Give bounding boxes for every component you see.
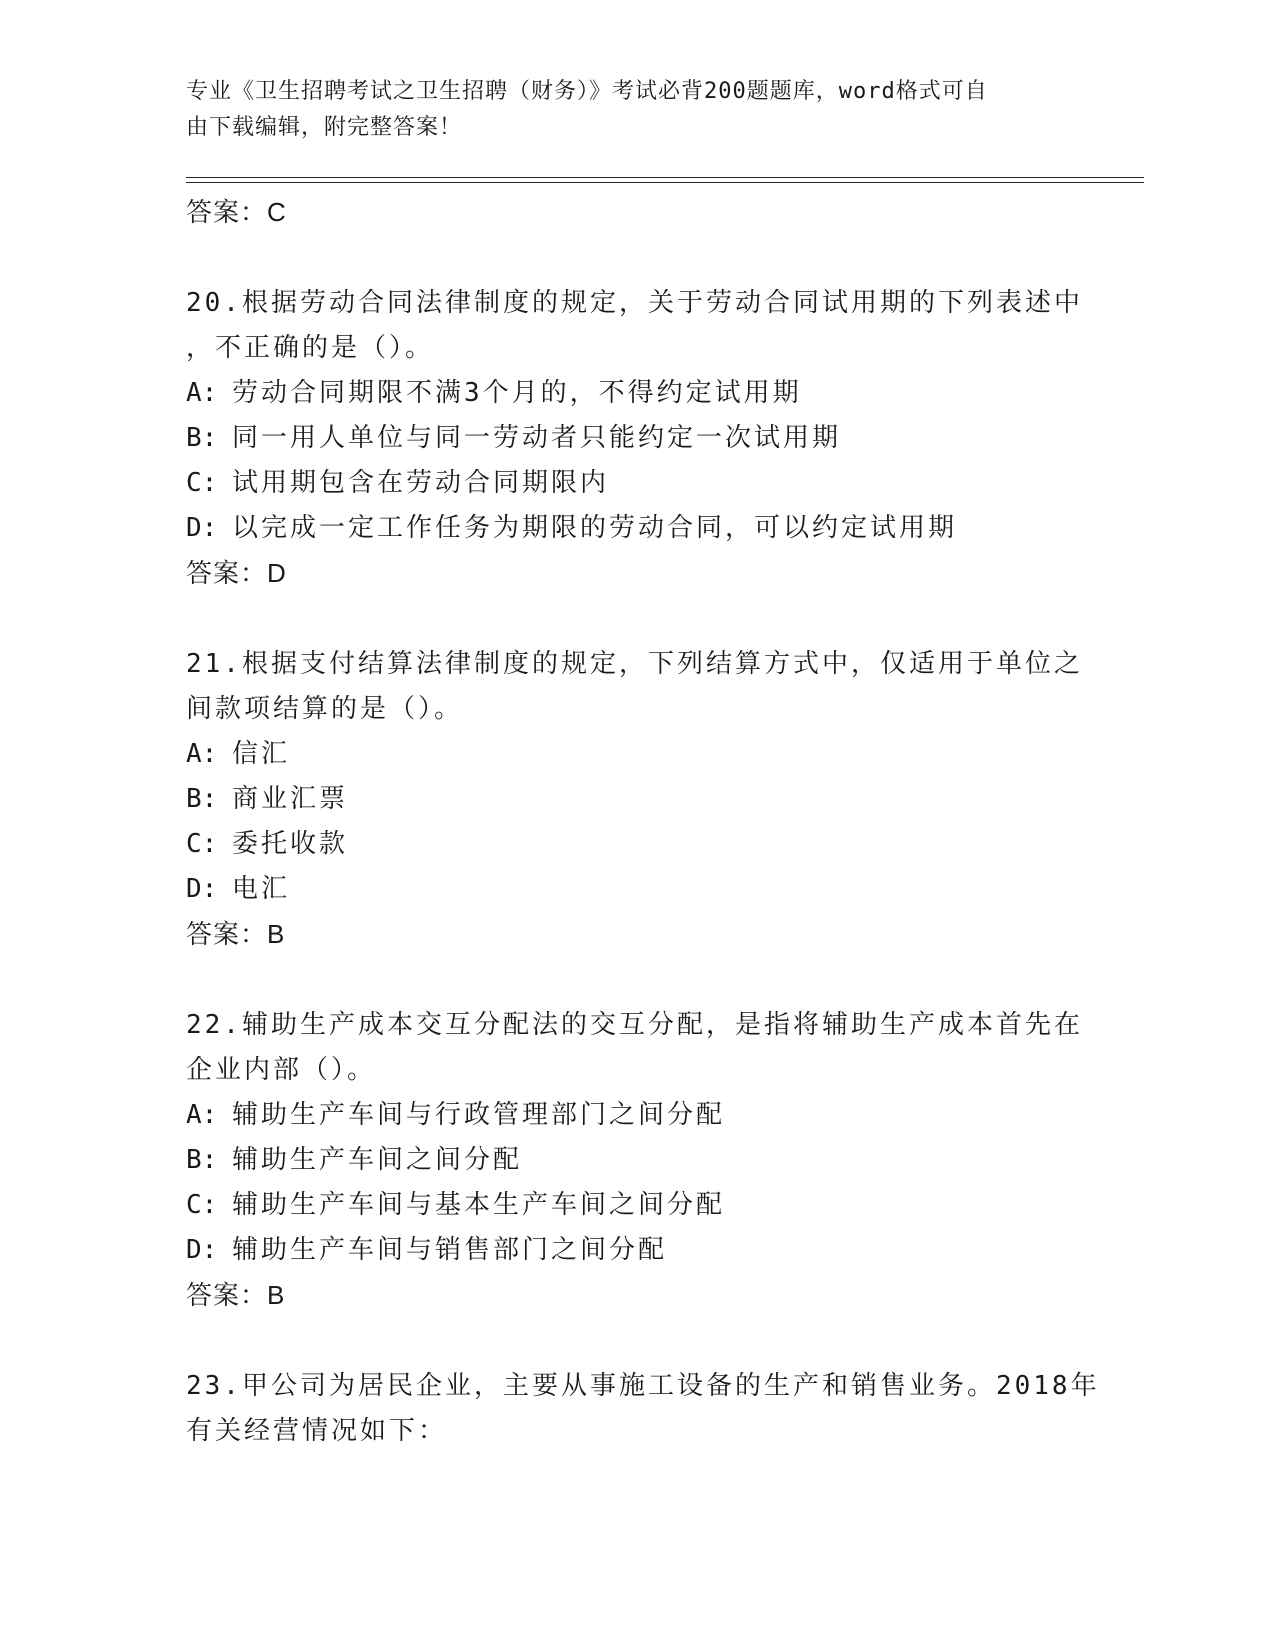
header-divider-bottom bbox=[186, 182, 1144, 183]
option-text: 委托收款 bbox=[232, 829, 349, 859]
question-content bbox=[186, 190, 1100, 1454]
question-block bbox=[186, 1003, 1086, 1318]
option-text: 信汇 bbox=[232, 739, 291, 769]
document-header bbox=[186, 74, 1066, 146]
option-text: 辅助生产车间与基本生产车间之间分配 bbox=[232, 1190, 726, 1220]
spacer bbox=[186, 235, 1086, 281]
option-letter: D: bbox=[186, 874, 218, 904]
option-letter: A: bbox=[186, 739, 218, 769]
option-text: 辅助生产车间与销售部门之间分配 bbox=[232, 1235, 668, 1265]
question-stem: ，不正确的是（）。 bbox=[186, 333, 435, 363]
question-block bbox=[186, 1364, 1100, 1454]
option-letter: C: bbox=[186, 829, 218, 859]
option-text: 试用期包含在劳动合同期限内 bbox=[232, 468, 610, 498]
option-d bbox=[186, 867, 1086, 912]
spacer bbox=[186, 1318, 1086, 1364]
option-d bbox=[186, 1228, 1086, 1273]
option-c bbox=[186, 822, 1086, 867]
question-stem: 有关经营情况如下： bbox=[186, 1416, 448, 1446]
option-letter: B: bbox=[186, 784, 218, 814]
option-text: 同一用人单位与同一劳动者只能约定一次试用期 bbox=[232, 423, 842, 453]
option-text: 电汇 bbox=[232, 874, 291, 904]
option-b bbox=[186, 777, 1086, 822]
option-a bbox=[186, 1093, 1086, 1138]
option-letter: B: bbox=[186, 423, 218, 453]
option-b bbox=[186, 416, 1086, 461]
option-text: 辅助生产车间与行政管理部门之间分配 bbox=[232, 1100, 726, 1130]
option-d bbox=[186, 506, 1086, 551]
question-stem: 22.辅助生产成本交互分配法的交互分配，是指将辅助生产成本首先在 bbox=[186, 1010, 1083, 1040]
question-stem: 21.根据支付结算法律制度的规定，下列结算方式中，仅适用于单位之 bbox=[186, 649, 1083, 679]
option-c bbox=[186, 461, 1086, 506]
question-stem: 间款项结算的是（）。 bbox=[186, 694, 464, 724]
option-letter: B: bbox=[186, 1145, 218, 1175]
question-stem: 23.甲公司为居民企业，主要从事施工设备的生产和销售业务。2018年 bbox=[186, 1371, 1100, 1401]
question-block bbox=[186, 642, 1086, 957]
option-text: 劳动合同期限不满3个月的，不得约定试用期 bbox=[232, 378, 802, 408]
option-text: 以完成一定工作任务为期限的劳动合同，可以约定试用期 bbox=[232, 513, 958, 543]
option-a bbox=[186, 371, 1086, 416]
option-letter: C: bbox=[186, 468, 218, 498]
answer-line: 答案：D bbox=[186, 558, 287, 588]
option-letter: A: bbox=[186, 378, 218, 408]
option-text: 辅助生产车间之间分配 bbox=[232, 1145, 523, 1175]
option-letter: A: bbox=[186, 1100, 218, 1130]
answer-line: 答案：B bbox=[186, 1280, 286, 1310]
answer-line: 答案：C bbox=[186, 197, 287, 227]
header-line-1: 专业《卫生招聘考试之卫生招聘（财务）》考试必背200题题库，word格式可自 bbox=[186, 79, 988, 104]
header-line-2: 由下载编辑，附完整答案！ bbox=[186, 115, 463, 140]
question-stem: 20.根据劳动合同法律制度的规定，关于劳动合同试用期的下列表述中 bbox=[186, 288, 1083, 318]
spacer bbox=[186, 957, 1086, 1003]
option-letter: D: bbox=[186, 1235, 218, 1265]
option-letter: C: bbox=[186, 1190, 218, 1220]
answer-line: 答案：B bbox=[186, 919, 286, 949]
option-b bbox=[186, 1138, 1086, 1183]
option-a bbox=[186, 732, 1086, 777]
option-letter: D: bbox=[186, 513, 218, 543]
header-divider-top bbox=[186, 177, 1144, 178]
option-text: 商业汇票 bbox=[232, 784, 349, 814]
question-stem: 企业内部（）。 bbox=[186, 1055, 377, 1085]
option-c bbox=[186, 1183, 1086, 1228]
question-block bbox=[186, 281, 1086, 596]
spacer bbox=[186, 596, 1086, 642]
